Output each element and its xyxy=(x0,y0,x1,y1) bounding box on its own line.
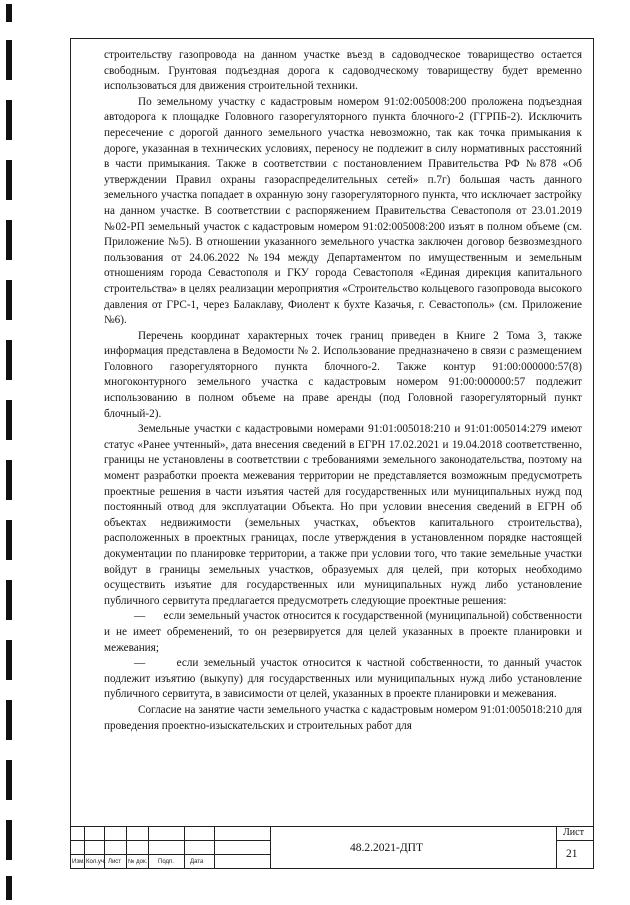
binding-mark xyxy=(6,340,12,380)
stamp-label-change: Изм. xyxy=(72,859,85,865)
binding-mark xyxy=(6,640,12,680)
binding-mark xyxy=(6,280,12,320)
paragraph: строительству газопровода на данном участке въезд в садоводческое товарищество остается свободным. Грунтовая подъездная дорога к садоводческому товариществу будет временно использоваться для движения строительной техники. xyxy=(104,49,582,93)
stamp-label-date: Дата xyxy=(190,859,204,865)
stamp-label-doc-number: № док. xyxy=(128,859,148,865)
binding-mark xyxy=(6,400,12,440)
binding-mark xyxy=(6,100,12,140)
binding-mark xyxy=(6,40,12,80)
list-item: — если земельный участок относится к частной собственности, то данный участок подлежит изъятию (выкупу) для государственных или муниципальных нужд либо установление публичного сервитута, в зависимости от целей, указанных в проекте планировки и межевания. xyxy=(104,657,582,701)
paragraph: Согласие на занятие части земельного участка с кадастровым номером 91:01:005018:210 для проведения проектно-изыскательских и строительных работ для xyxy=(104,703,582,732)
paragraph: По земельному участку с кадастровым номером 91:02:005008:200 проложена подъездная автодорога к площадке Головного газорегуляторного пункта блочного-2 (ГГРПБ-2). Исключить пересечение с дорогой данного земельного участка невозможно, так как точка примыкания к дороге, указанная в технических условиях, переносу не подлежит в силу нормативных расстояний в части примыкания. Также в соответствии с постановлением Правительства РФ №878 «Об утверждении Правил охраны газораспределительных сетей» п.7г) большая часть данного земельного участка попадает в охранную зону газорегуляторного пункта, что исключает застройку на данном участке. В соответствии с распоряжением Правительства Севастополя от 23.01.2019 №02-РП земельный участок с кадастровым номером 91:02:005008:200 изъят в полном объеме (см. Приложение №5). В отношении указанного земельного участка заключен договор безвозмездного пользования от 24.06.2022 №194 между Департаментом по имущественным и земельным отношениям города Севастополя и ГКУ города Севастополя «Единая дирекция капитального строительства» в целях реализации мероприятия «Строительство кольцевого газопровода высокого давления от ГРС-1, через Балаклаву, Фиолент к бухте Казачья, г. Севастополь» (см. Приложение №6). xyxy=(104,95,582,327)
sheet-number: 21 xyxy=(566,848,578,860)
document-body xyxy=(104,48,582,734)
binding-mark xyxy=(6,700,12,740)
list-item: — если земельный участок относится к государственной (муниципальной) собственности и не имеет обременений, то он резервируется для целей указанных в проекте планировки и межевания; xyxy=(104,610,582,654)
binding-mark xyxy=(6,460,12,500)
stamp-label-count: Кол.уч. xyxy=(86,859,106,865)
binding-mark xyxy=(6,520,12,560)
binding-mark xyxy=(6,4,12,22)
paragraph: Перечень координат характерных точек границ приведен в Книге 2 Тома 3, также информация представлена в Ведомости № 2. Использование предназначено в связи с размещением Головного газорегуляторного пункта блочного-2. Также контур 91:00:000000:57(8) многоконтурного земельного участка с кадастровым номером 91:00:000000:57 подлежит использованию в полном объеме на праве аренды (под Головной газорегуляторный пункт блочный-2). xyxy=(104,329,582,420)
paragraph: Земельные участки с кадастровыми номерами 91:01:005018:210 и 91:01:005014:279 имеют статус «Ранее учтенный», дата внесения сведений в ЕГРН 17.02.2021 и 19.04.2018 соответственно, границы не установлены в соответствии с требованиями земельного законодательства, поэтому на момент разработки проекта межевания территории не представляется возможным предусмотреть проектные решения в части изъятия частей для государственных или муниципальных нужд под постоянный отвод для эксплуатации Объекта. Но при условии внесения сведений в ЕГРН об объектах недвижимости (земельных участках, объектов капитального строительства), расположенных в проектных границах, после утверждения в установленном порядке настоящей документации по планировке территории, а также при условии того, что такие земельные участки войдут в границы земельных участков, образуемых для целей, при которых необходимо осуществить изъятие для государственных или муниципальных нужд либо установление публичного сервитута предлагается предусмотреть следующие проектные решения: xyxy=(104,423,582,607)
binding-mark xyxy=(6,160,12,200)
binding-mark xyxy=(6,760,12,800)
document-code: 48.2.2021-ДПТ xyxy=(350,842,424,854)
binding-mark xyxy=(6,876,12,900)
title-block-grid xyxy=(70,826,594,869)
binding-mark xyxy=(6,820,12,860)
title-block xyxy=(70,826,594,869)
stamp-label-signature: Подп. xyxy=(158,859,174,865)
binding-mark xyxy=(6,220,12,260)
sheet-label: Лист xyxy=(563,827,584,838)
stamp-label-sheet: Лист xyxy=(108,859,122,865)
binding-mark xyxy=(6,580,12,620)
